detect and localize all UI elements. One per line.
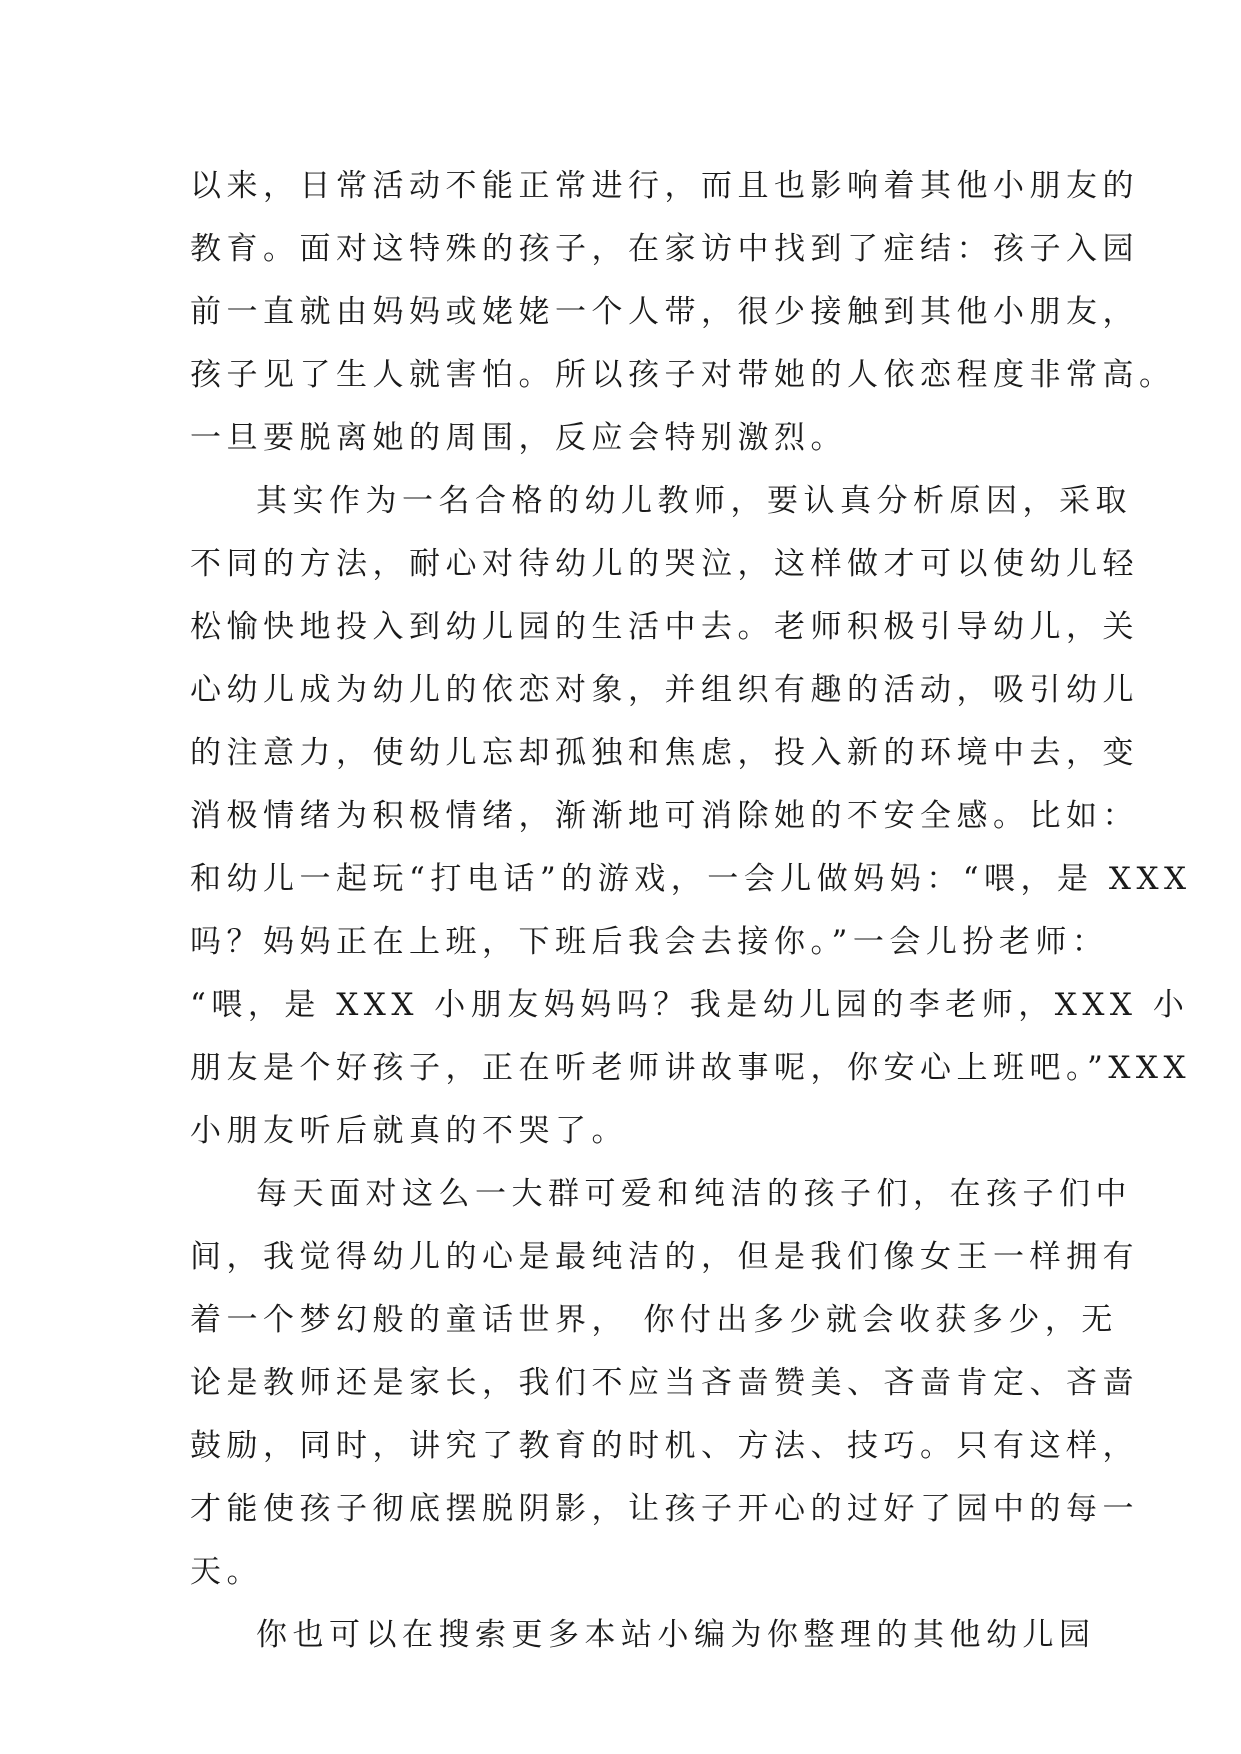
text-line: 的注意力，使幼儿忘却孤独和焦虑，投入新的环境中去，变 [190,735,1139,771]
document-body [190,155,1192,1667]
text-line-indented: 其实作为一名合格的幼儿教师，要认真分析原因，采取 [256,483,1132,519]
text-line: 天。 [190,1554,263,1590]
text-line: 一旦要脱离她的周围，反应会特别激烈。 [190,420,847,456]
text-line-indented: 你也可以在搜索更多本站小编为你整理的其他幼儿园 [256,1617,1096,1653]
text-line: 论是教师还是家长，我们不应当吝啬赞美、吝啬肯定、吝啬 [190,1365,1139,1401]
paragraph-4 [190,1604,1096,1667]
text-line-indented: 每天面对这么一大群可爱和纯洁的孩子们，在孩子们中 [256,1176,1132,1212]
text-line: 教育。面对这特殊的孩子，在家访中找到了症结：孩子入园 [190,231,1139,267]
text-line: 吗？妈妈正在上班，下班后我会去接你。”一会儿扮老师： [190,924,1109,960]
text-line: “喂，是 XXX 小朋友妈妈吗？我是幼儿园的李老师，XXX 小 [190,987,1190,1023]
paragraph-2 [190,470,1192,1163]
text-line: 鼓励，同时，讲究了教育的时机、方法、技巧。只有这样， [190,1428,1139,1464]
text-line: 前一直就由妈妈或姥姥一个人带，很少接触到其他小朋友， [190,294,1139,330]
text-line: 朋友是个好孩子，正在听老师讲故事呢，你安心上班吧。”XXX [190,1050,1192,1086]
text-line: 着一个梦幻般的童话世界， 你付出多少就会收获多少，无 [190,1302,1118,1338]
text-line: 小朋友听后就真的不哭了。 [190,1113,628,1149]
text-line: 以来，日常活动不能正常进行，而且也影响着其他小朋友的 [190,168,1139,204]
text-line: 心幼儿成为幼儿的依恋对象，并组织有趣的活动，吸引幼儿 [190,672,1139,708]
text-line: 松愉快地投入到幼儿园的生活中去。老师积极引导幼儿，关 [190,609,1139,645]
paragraph-1 [190,155,1176,470]
paragraph-3 [190,1163,1139,1604]
text-line: 消极情绪为积极情绪，渐渐地可消除她的不安全感。比如： [190,798,1139,834]
text-line: 孩子见了生人就害怕。所以孩子对带她的人依恋程度非常高。 [190,357,1176,393]
text-line: 间，我觉得幼儿的心是最纯洁的，但是我们像女王一样拥有 [190,1239,1139,1275]
text-line: 和幼儿一起玩“打电话”的游戏，一会儿做妈妈：“喂，是 XXX [190,861,1192,897]
text-line: 才能使孩子彻底摆脱阴影，让孩子开心的过好了园中的每一 [190,1491,1139,1527]
text-line: 不同的方法，耐心对待幼儿的哭泣，这样做才可以使幼儿轻 [190,546,1139,582]
